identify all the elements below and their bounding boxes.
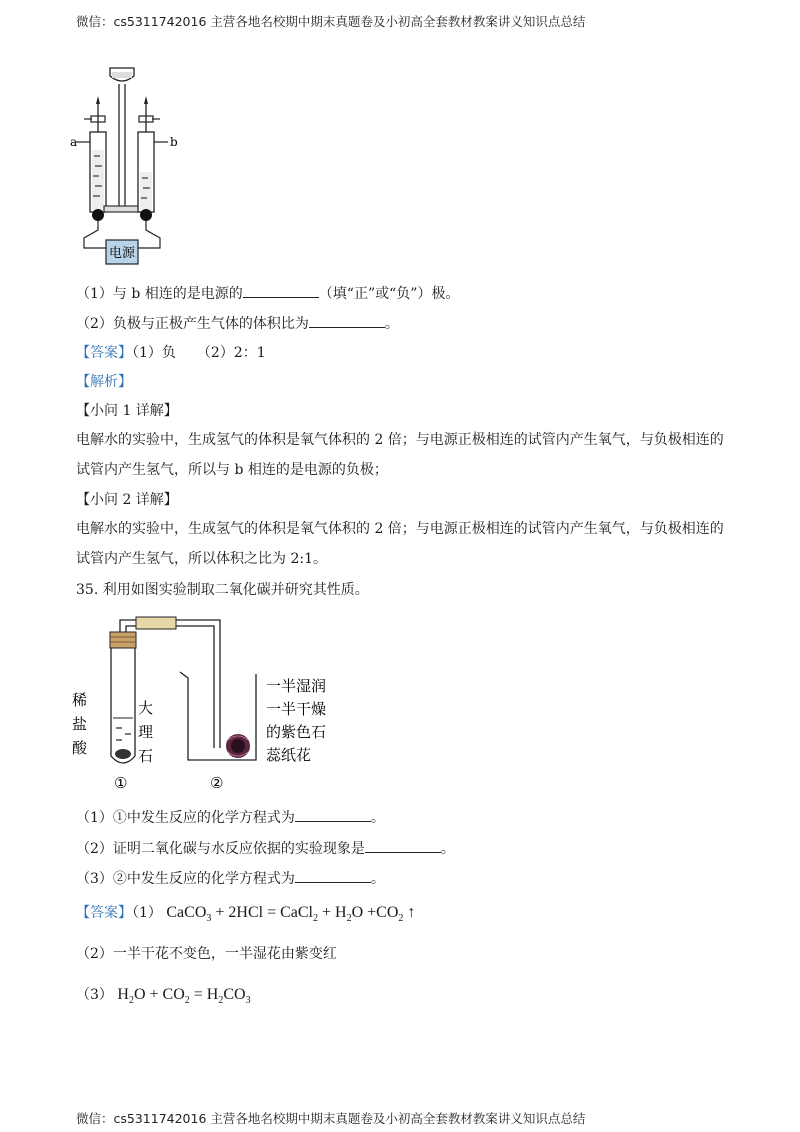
flower-label-4: 蕊纸花	[266, 746, 312, 764]
mark-1: ①	[114, 774, 128, 792]
q34-sub1-title: 【小问 1 详解】	[76, 403, 178, 419]
label-b: b	[170, 135, 178, 149]
q35-stem: 35. 利用如图实验制取二氧化碳并研究其性质。	[76, 582, 369, 598]
q35-answer3: （3） $H_2O + CO_2 = H_2CO_3$	[76, 986, 251, 1007]
answer-blank[interactable]	[365, 838, 441, 853]
mark-2: ②	[210, 774, 224, 792]
q35-part1: （1）①中发生反应的化学方程式为 。	[76, 807, 385, 828]
acid-label-2: 盐	[72, 715, 88, 733]
q34-sub1-line2: 试管内产生氢气，所以与 b 相连的是电源的负极；	[76, 462, 388, 478]
q34-answer: 【答案】（1）负 （2）2：1	[76, 345, 266, 361]
answer-tag: 【答案】	[76, 345, 132, 361]
flower-label-2: 一半干燥	[266, 700, 327, 718]
power-label: 电源	[108, 246, 136, 261]
marble-label-3: 石	[138, 747, 154, 765]
q34-sub1-line1: 电解水的实验中，生成氢气的体积是氧气体积的 2 倍；与电源正极相连的试管内产生氧气，与负极相连的	[76, 432, 724, 448]
q35-part3: （3）②中发生反应的化学方程式为 。	[76, 868, 385, 889]
q34-sub2-line1: 电解水的实验中，生成氢气的体积是氧气体积的 2 倍；与电源正极相连的试管内产生氧气，与负极相连的	[76, 521, 724, 537]
q34-sub2-title: 【小问 2 详解】	[76, 492, 178, 508]
equation-1: CaCO$_3$ + 2HCl = CaCl$_2$ + $H_2O +CO_2$ ↑	[166, 904, 416, 925]
label-a: a	[70, 135, 78, 149]
q34-part2: （2）负极与正极产生气体的体积比为 。	[76, 313, 399, 334]
answer-blank[interactable]	[295, 807, 371, 822]
answer-tag: 【答案】	[76, 905, 132, 921]
answer-blank[interactable]	[295, 868, 371, 883]
q34-sub2-line2: 试管内产生氢气，所以体积之比为 2:1。	[76, 551, 327, 567]
acid-label-3: 酸	[72, 739, 88, 757]
page-header: 微信：cs5311742016 主营各地名校期中期末真题卷及小初高全套教材教案讲义知识点总结	[76, 14, 586, 29]
answer-blank[interactable]	[243, 283, 319, 298]
answer-blank[interactable]	[309, 313, 385, 328]
q35-answer1: 【答案】（1） CaCO$_3$ + 2HCl = CaCl$_2$ + $H_2O +CO_2$ ↑	[76, 904, 416, 925]
flower-label-1: 一半湿润	[266, 677, 327, 695]
acid-label-1: 稀	[72, 691, 88, 709]
q35-part2: （2）证明二氧化碳与水反应依据的实验现象是 。	[76, 838, 455, 859]
q35-answer2: （2）一半干花不变色，一半湿花由紫变红	[76, 946, 337, 962]
marble-label-2: 理	[138, 723, 154, 741]
page-footer: 微信：cs5311742016 主营各地名校期中期末真题卷及小初高全套教材教案讲义知识点总结	[76, 1111, 586, 1126]
electrolysis-apparatus-figure	[70, 62, 180, 274]
co2-apparatus-figure	[70, 608, 370, 802]
flower-label-3: 的紫色石	[266, 723, 327, 741]
q34-part1: （1）与 b 相连的是电源的 （填“正”或“负”）极。	[76, 283, 459, 304]
marble-label-1: 大	[138, 699, 154, 717]
equation-3: $H_2O + CO_2 = H_2CO_3$	[117, 986, 251, 1007]
q34-analysis-tag: 【解析】	[76, 374, 132, 390]
